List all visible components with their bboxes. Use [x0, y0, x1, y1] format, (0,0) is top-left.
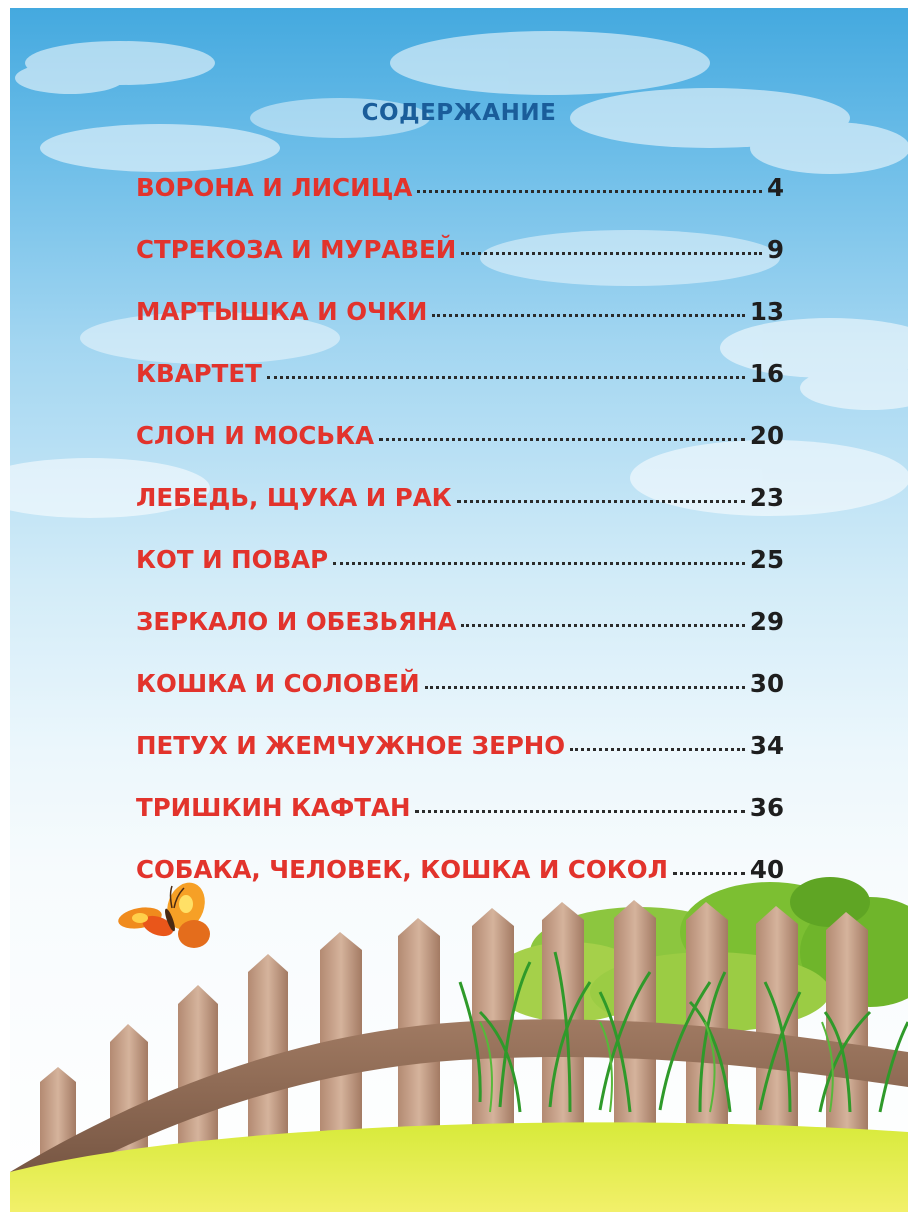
toc-entry-title: КВАРТЕТ [136, 359, 262, 388]
toc-list [136, 173, 784, 917]
toc-entry[interactable] [136, 793, 784, 855]
toc-entry-title: ПЕТУХ И ЖЕМЧУЖНОЕ ЗЕРНО [136, 731, 566, 760]
toc-dot-leader [432, 313, 745, 317]
garden-illustration [10, 872, 908, 1212]
toc-dot-leader [415, 809, 744, 813]
book-page [10, 8, 908, 1212]
toc-entry-page-number: 40 [749, 855, 784, 884]
toc-entry-page-number: 36 [749, 793, 784, 822]
toc-dot-leader [379, 437, 745, 441]
toc-entry-title: ВОРОНА И ЛИСИЦА [136, 173, 413, 202]
toc-entry[interactable] [136, 855, 784, 917]
toc-entry-title: КОШКА И СОЛОВЕЙ [136, 669, 420, 698]
toc-entry-page-number: 4 [766, 173, 784, 202]
toc-entry[interactable] [136, 297, 784, 359]
toc-dot-leader [267, 375, 745, 379]
toc-heading: СОДЕРЖАНИЕ [361, 100, 557, 126]
toc-entry-page-number: 9 [766, 235, 784, 264]
toc-dot-leader [417, 189, 762, 193]
toc-entry-page-number: 25 [749, 545, 784, 574]
toc-entry-page-number: 30 [749, 669, 784, 698]
toc-dot-leader [461, 623, 744, 627]
toc-dot-leader [457, 499, 745, 503]
toc-entry[interactable] [136, 607, 784, 669]
toc-entry[interactable] [136, 359, 784, 421]
toc-entry-title: ЗЕРКАЛО И ОБЕЗЬЯНА [136, 607, 457, 636]
toc-entry-title: СЛОН И МОСЬКА [136, 421, 375, 450]
toc-entry[interactable] [136, 235, 784, 297]
toc-entry-title: СОБАКА, ЧЕЛОВЕК, КОШКА И СОКОЛ [136, 855, 668, 884]
toc-entry-page-number: 23 [749, 483, 784, 512]
toc-entry-title: ТРИШКИН КАФТАН [136, 793, 411, 822]
toc-entry-page-number: 29 [749, 607, 784, 636]
toc-dot-leader [425, 685, 745, 689]
toc-entry-title: КОТ И ПОВАР [136, 545, 329, 574]
toc-entry[interactable] [136, 421, 784, 483]
toc-entry-title: ЛЕБЕДЬ, ЩУКА И РАК [136, 483, 452, 512]
toc-dot-leader [333, 561, 745, 565]
toc-entry[interactable] [136, 545, 784, 607]
toc-entry[interactable] [136, 669, 784, 731]
toc-dot-leader [673, 871, 745, 875]
toc-entry-title: СТРЕКОЗА И МУРАВЕЙ [136, 235, 457, 264]
toc-entry[interactable] [136, 173, 784, 235]
toc-entry-page-number: 20 [749, 421, 784, 450]
toc-dot-leader [570, 747, 745, 751]
toc-entry[interactable] [136, 731, 784, 793]
toc-entry-title: МАРТЫШКА И ОЧКИ [136, 297, 428, 326]
toc-dot-leader [461, 251, 762, 255]
toc-entry-page-number: 34 [749, 731, 784, 760]
toc-entry-page-number: 16 [749, 359, 784, 388]
toc-entry-page-number: 13 [749, 297, 784, 326]
toc-entry[interactable] [136, 483, 784, 545]
